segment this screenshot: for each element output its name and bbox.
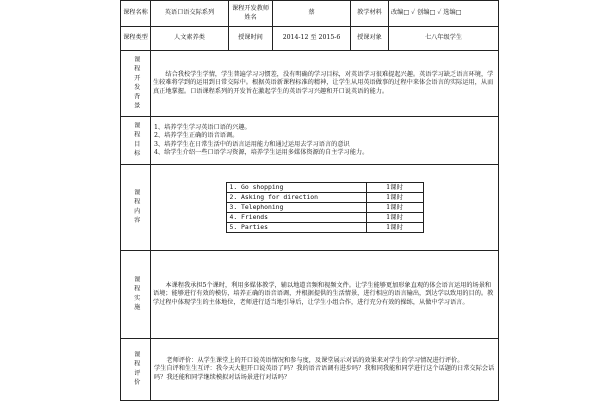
type-label: 课程类型 bbox=[121, 27, 151, 51]
goal-item: 4、给学生介绍一些口语学习资源，培养学生运用多媒体资源的自主学习能力。 bbox=[154, 148, 369, 156]
materials-label: 教学材料 bbox=[351, 1, 389, 27]
hours: 1课时 bbox=[366, 193, 423, 203]
teacher-label: 课程开发教师姓名 bbox=[229, 1, 273, 27]
course-name-label: 课程名称 bbox=[121, 1, 151, 27]
content-row bbox=[121, 165, 499, 251]
content-table-row bbox=[226, 223, 423, 233]
materials-value: 改编□ ✓ 创编□ ✓ 选编□ bbox=[389, 1, 499, 27]
background-label: 课程开发背景 bbox=[121, 51, 151, 117]
implementation-text: 本课程我承担5个课时，利用多媒体教学，辅以地道音频和视频文件。让学生能够更加形象直观的体会语言运用的场景和语境；能够进行有效的模仿，培养正确的语音语调，并根据提供的生活情景，进行相应的语言输出，到达学以致用的目的。教学过程中体现学生的主体地位，老师进行适当地引导后，让学生小组合作，进行充分有效的操练，从做中学习语言。 bbox=[151, 251, 499, 339]
evaluation-row bbox=[121, 339, 499, 401]
goals-row bbox=[121, 117, 499, 165]
topic: 4. Friends bbox=[226, 213, 366, 223]
target-value: 七八年级学生 bbox=[389, 27, 499, 51]
content-table bbox=[226, 182, 424, 233]
topic: 3. Telephoning bbox=[226, 203, 366, 213]
goals-list bbox=[151, 117, 499, 165]
teacher-value: 蔡 bbox=[273, 1, 351, 27]
implementation-label: 课程实施 bbox=[121, 251, 151, 339]
evaluation-teacher: 老师评价：从学生课堂上的开口说英语情况和参与度，及课堂展示对话的效果来对学生的学习情况进行评价。 bbox=[166, 356, 464, 364]
hours: 1课时 bbox=[366, 213, 423, 223]
hours: 1课时 bbox=[366, 183, 423, 193]
goals-label: 课程目标 bbox=[121, 117, 151, 165]
goal-item: 1、培养学生学习英语口语的兴趣。 bbox=[154, 123, 251, 131]
header-row-2 bbox=[121, 27, 499, 51]
course-form-table bbox=[120, 0, 499, 401]
type-value: 人文素养类 bbox=[151, 27, 229, 51]
target-label: 授课对象 bbox=[351, 27, 389, 51]
content-cell bbox=[151, 165, 499, 251]
content-table-row bbox=[226, 193, 423, 203]
content-table-row bbox=[226, 213, 423, 223]
evaluation-student: 学生自评和生生互评：我今天大胆开口说英语了吗？我的语音语调有进步吗？我和同我能和同学进行这个话题的日常交际会话吗？我还能和同学继续模拟对话场景进行对话吗？ bbox=[154, 365, 495, 381]
topic: 1. Go shopping bbox=[226, 183, 366, 193]
hours: 1课时 bbox=[366, 223, 423, 233]
topic: 2. Asking for direction bbox=[226, 193, 366, 203]
goal-item: 3、培养学生在日常生活中的语言运用能力和通过运用去学习语言的意识 bbox=[154, 140, 350, 148]
content-table-row bbox=[226, 203, 423, 213]
content-table-row bbox=[226, 183, 423, 193]
background-row bbox=[121, 51, 499, 117]
topic: 5. Parties bbox=[226, 223, 366, 233]
hours: 1课时 bbox=[366, 203, 423, 213]
implementation-row bbox=[121, 251, 499, 339]
evaluation-cell bbox=[151, 339, 499, 401]
course-form-page bbox=[120, 0, 498, 400]
goal-item: 2、培养学生正确的语音语调。 bbox=[154, 132, 239, 140]
course-name-value: 英语口语交际系列 bbox=[151, 1, 229, 27]
background-text: 结合我校学生学情，学生普遍学习习惯差，没有明确的学习目标，对英语学习很难提起兴趣。英语学习缺乏语言环境，学生较难将学到的运用到日常交际中。根据英语新课程标准的精神，让学生从用英语做事的过程中来体会语言的实际运用，从而真正地掌握。口语课程系列的开发旨在激起学生的英语学习兴趣和开口说英语的能力。 bbox=[151, 51, 499, 117]
time-value: 2014-12 至 2015-6 bbox=[273, 27, 351, 51]
evaluation-label: 课程评价 bbox=[121, 339, 151, 401]
content-label: 课程内容 bbox=[121, 165, 151, 251]
header-row-1 bbox=[121, 1, 499, 27]
time-label: 授课时间 bbox=[229, 27, 273, 51]
